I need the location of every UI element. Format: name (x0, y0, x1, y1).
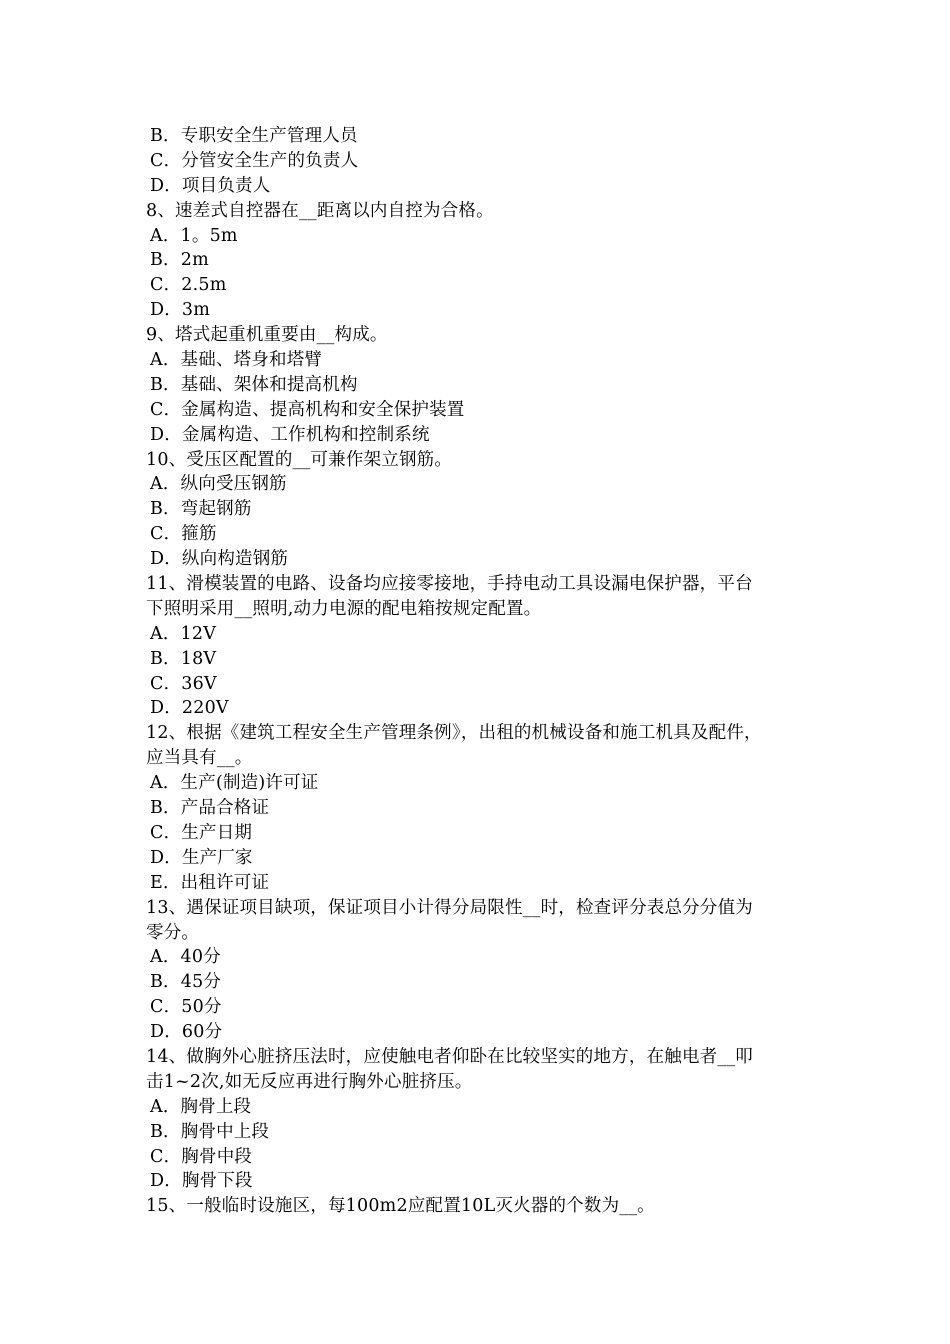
question-text-line: 9、塔式起重机重要由__构成。 (146, 325, 388, 346)
answer-option-line: C．36V (150, 673, 217, 694)
answer-option-line: B．基础、架体和提高机构 (150, 374, 358, 395)
question-text-line: 下照明采用__照明,动力电源的配电箱按规定配置。 (146, 598, 542, 619)
answer-option-line: B．45分 (150, 972, 222, 993)
answer-option-line: A．基础、塔身和塔臂 (150, 350, 323, 371)
answer-option-line: D．60分 (150, 1022, 223, 1043)
answer-option-line: A．1。5m (150, 225, 238, 246)
answer-option-line: A．40分 (150, 947, 221, 968)
question-text-line: 8、速差式自控器在__距离以内自控为合格。 (146, 200, 494, 221)
answer-option-line: C．分管安全生产的负责人 (150, 150, 359, 171)
answer-option-line: D．项目负责人 (150, 175, 271, 196)
question-text-line: 15、一般临时设施区，每100m2应配置10L灭火器的个数为__。 (146, 1196, 655, 1217)
answer-option-line: B．18V (150, 648, 217, 669)
document-body (146, 124, 810, 1219)
answer-option-line: A．12V (150, 623, 217, 644)
answer-option-line: B．胸骨中上段 (150, 1121, 270, 1142)
answer-option-line: D．纵向构造钢筋 (150, 549, 289, 570)
question-text-line: 12、根据《建筑工程安全生产管理条例》，出租的机械设备和施工机具及配件， (146, 723, 762, 744)
answer-option-line: C．2.5m (150, 275, 227, 296)
answer-option-line: C．50分 (150, 997, 222, 1018)
answer-option-line: D．金属构造、工作机构和控制系统 (150, 424, 430, 445)
answer-option-line: C．箍筋 (150, 524, 217, 545)
answer-option-line: C．生产日期 (150, 822, 253, 843)
answer-option-line: D．3m (150, 300, 211, 321)
answer-option-line: B．2m (150, 250, 209, 271)
question-text-line: 零分。 (146, 922, 200, 943)
answer-option-line: A．生产(制造)许可证 (150, 773, 319, 794)
question-text-line: 11、滑模装置的电路、设备均应接零接地，手持电动工具设漏电保护器，平台 (146, 574, 753, 595)
question-text-line: 击1~2次,如无反应再进行胸外心脏挤压。 (146, 1071, 473, 1092)
answer-option-line: D．胸骨下段 (150, 1171, 253, 1192)
question-text-line: 10、受压区配置的__可兼作架立钢筋。 (146, 449, 453, 470)
answer-option-line: C．金属构造、提高机构和安全保护装置 (150, 399, 465, 420)
answer-option-line: E．出租许可证 (150, 872, 270, 893)
question-text-line: 14、做胸外心脏挤压法时，应使触电者仰卧在比较坚实的地方，在触电者__叩 (146, 1046, 753, 1067)
answer-option-line: B．专职安全生产管理人员 (150, 126, 358, 146)
answer-option-line: D．生产厂家 (150, 847, 253, 868)
question-text-line: 13、遇保证项目缺项，保证项目小计得分局限性__时，检查评分表总分分值为 (146, 897, 753, 918)
answer-option-line: B．产品合格证 (150, 798, 270, 819)
answer-option-line: B．弯起钢筋 (150, 499, 252, 520)
answer-option-line: C．胸骨中段 (150, 1146, 253, 1167)
answer-option-line: A．胸骨上段 (150, 1096, 252, 1117)
answer-option-line: D．220V (150, 698, 229, 719)
answer-option-line: A．纵向受压钢筋 (150, 474, 287, 495)
question-text-line: 应当具有__。 (146, 748, 253, 769)
